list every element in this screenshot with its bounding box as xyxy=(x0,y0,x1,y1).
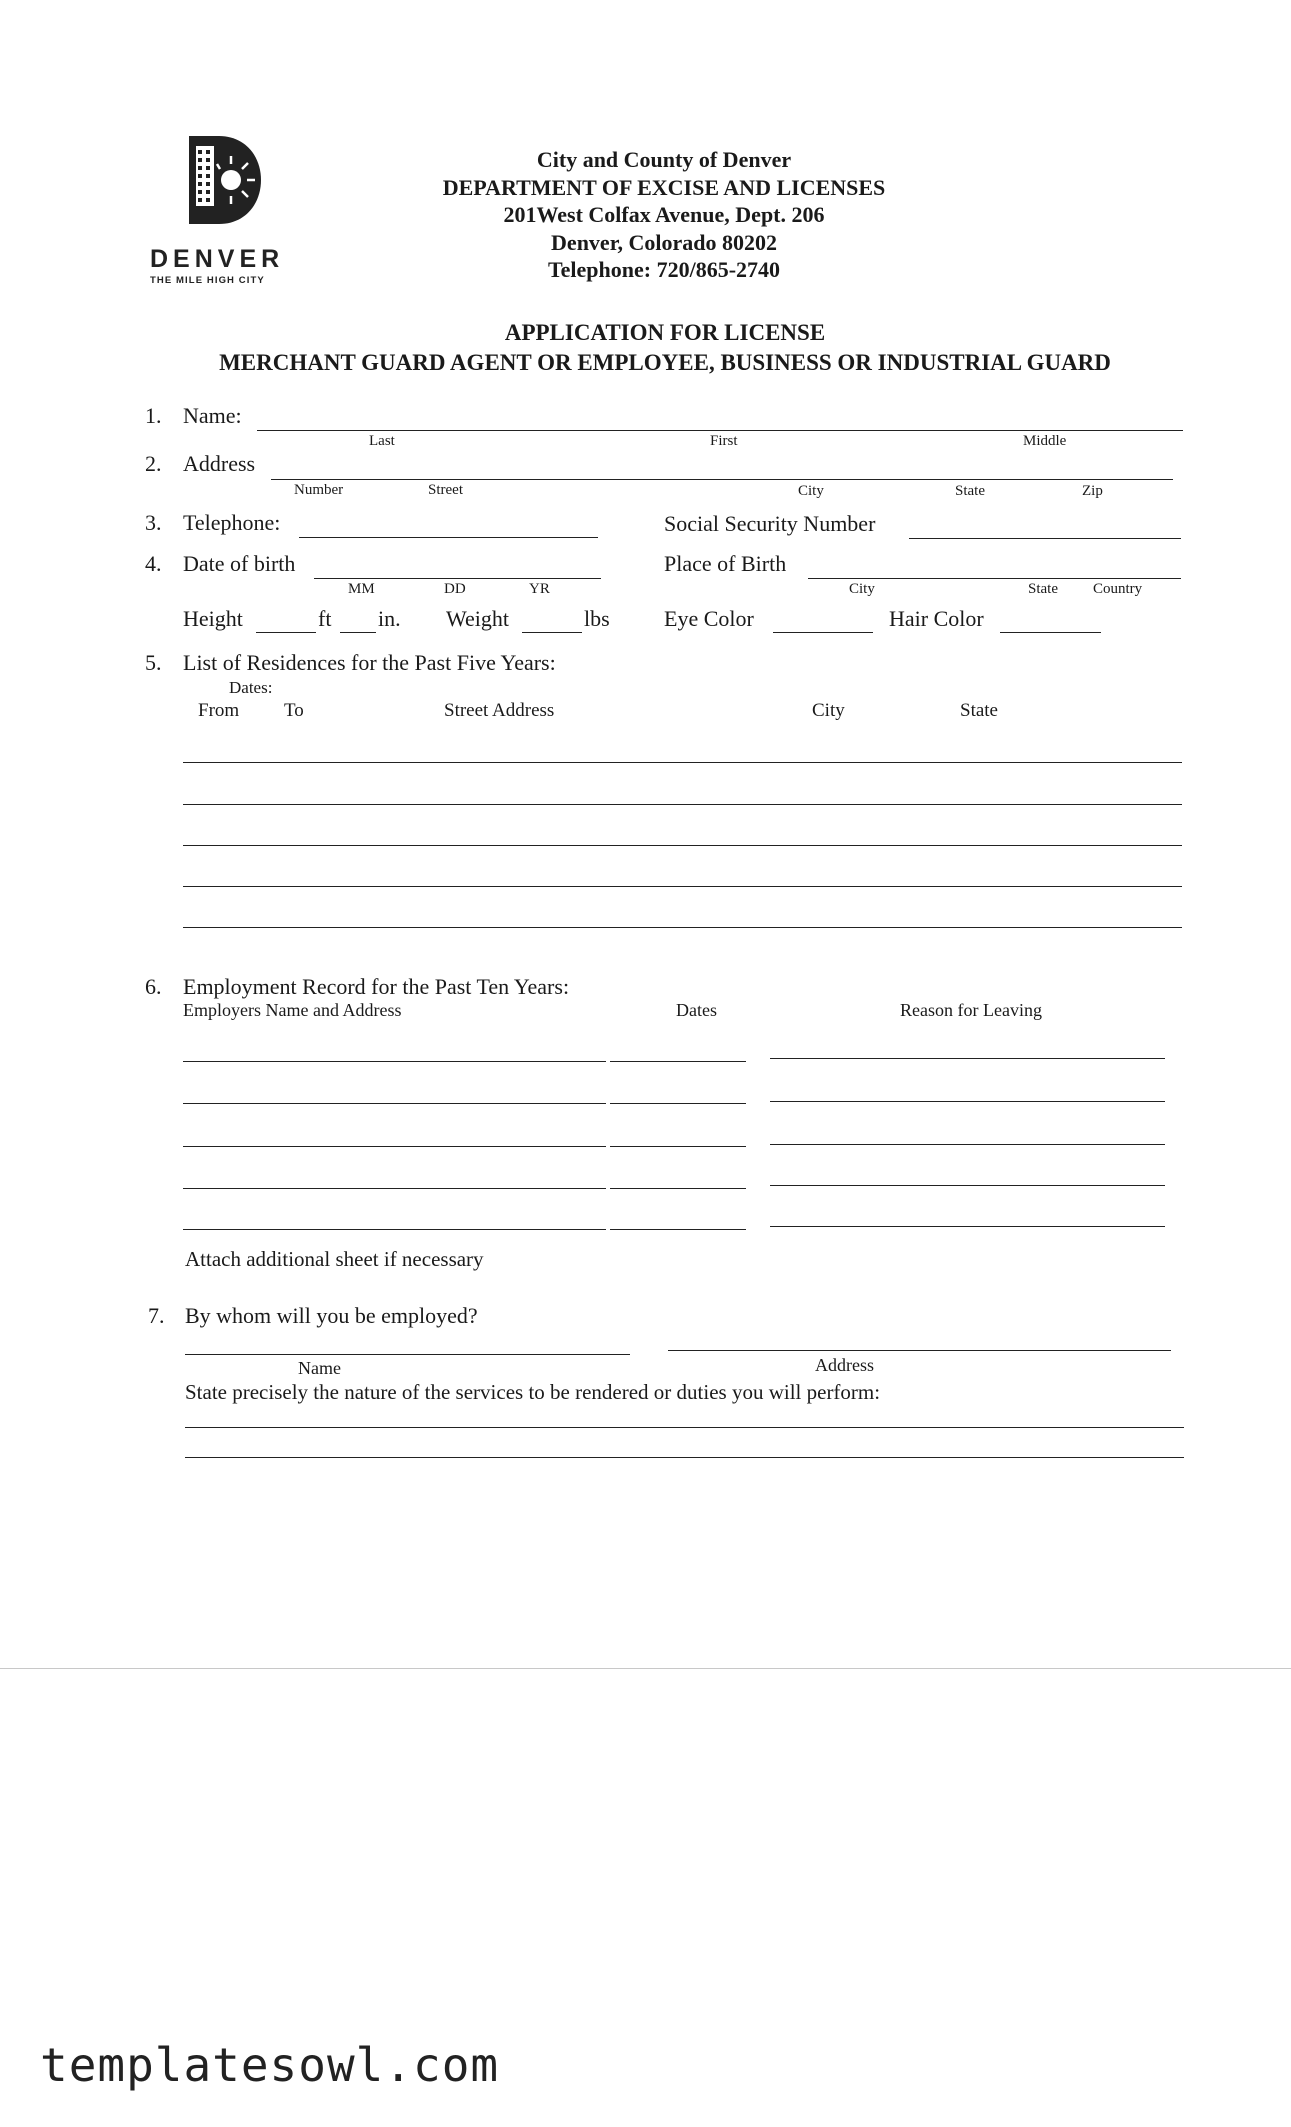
address-sub-zip: Zip xyxy=(1082,483,1103,499)
services-line[interactable] xyxy=(185,1457,1184,1458)
employer-line[interactable] xyxy=(183,1061,606,1062)
logo-wordmark: DENVER xyxy=(150,245,285,273)
q4-label: Date of birth xyxy=(183,551,296,576)
header-line-4: Denver, Colorado 80202 xyxy=(551,229,777,255)
address-field[interactable] xyxy=(271,479,1173,480)
header-line-3: 201West Colfax Avenue, Dept. 206 xyxy=(503,202,825,227)
employment-dates-line[interactable] xyxy=(610,1229,746,1230)
employer-line[interactable] xyxy=(183,1188,606,1189)
name-sub-middle: Middle xyxy=(1023,433,1067,449)
height-ft-field[interactable] xyxy=(256,632,316,633)
employer-sub-address: Address xyxy=(815,1355,874,1375)
name-sub-last: Last xyxy=(369,433,395,449)
logo-tagline: THE MILE HIGH CITY xyxy=(150,275,265,286)
q3-label: Telephone: xyxy=(183,510,281,535)
employer-line[interactable] xyxy=(183,1146,606,1147)
residence-line[interactable] xyxy=(183,886,1182,887)
telephone-field[interactable] xyxy=(299,537,598,538)
employer-name-field[interactable] xyxy=(185,1354,630,1355)
q5-label: List of Residences for the Past Five Years: xyxy=(183,650,556,675)
leaving-reason-line[interactable] xyxy=(770,1144,1165,1145)
header-line-1: City and County of Denver xyxy=(536,147,792,172)
q6-label: Employment Record for the Past Ten Years: xyxy=(183,974,570,999)
leaving-reason-line[interactable] xyxy=(770,1185,1165,1186)
residences-col-from: From xyxy=(198,700,240,721)
header-line-2: DEPARTMENT OF EXCISE AND LICENSES xyxy=(442,174,886,200)
residence-line[interactable] xyxy=(183,845,1182,846)
residences-col-city: City xyxy=(812,700,845,721)
residences-col-to: To xyxy=(284,700,304,721)
q6-number: 6. xyxy=(145,974,162,999)
weight-label: Weight xyxy=(446,606,509,631)
employment-dates-line[interactable] xyxy=(610,1146,746,1147)
q4-number: 4. xyxy=(145,551,162,576)
residences-dates-label: Dates: xyxy=(229,678,273,697)
employer-line[interactable] xyxy=(183,1229,606,1230)
residences-col-state: State xyxy=(960,700,998,721)
leaving-reason-line[interactable] xyxy=(770,1226,1165,1227)
address-sub-state: State xyxy=(955,483,985,499)
pob-sub-state: State xyxy=(1028,581,1058,597)
height-in-unit: in. xyxy=(378,606,401,631)
q1-number: 1. xyxy=(145,403,162,428)
hair-color-field[interactable] xyxy=(1000,632,1101,633)
employment-col-reason: Reason for Leaving xyxy=(900,1000,1042,1020)
services-line[interactable] xyxy=(185,1427,1184,1428)
residence-line[interactable] xyxy=(183,927,1182,928)
title-line-2: MERCHANT GUARD AGENT OR EMPLOYEE, BUSINESS OR INDUSTRIAL GUARD xyxy=(219,350,1111,375)
employer-line[interactable] xyxy=(183,1103,606,1104)
q2-label: Address xyxy=(183,451,256,476)
hair-color-label: Hair Color xyxy=(889,606,984,631)
ssn-field[interactable] xyxy=(909,538,1181,539)
employer-sub-name: Name xyxy=(298,1358,341,1378)
address-sub-city: City xyxy=(798,483,824,499)
employment-dates-line[interactable] xyxy=(610,1188,746,1189)
employment-col-employer: Employers Name and Address xyxy=(183,1000,402,1020)
q3-number: 3. xyxy=(145,510,162,535)
dob-sub-dd: DD xyxy=(444,581,466,597)
employer-address-field[interactable] xyxy=(668,1350,1171,1351)
address-sub-street: Street xyxy=(428,482,463,498)
dob-sub-mm: MM xyxy=(348,581,375,597)
eye-color-label: Eye Color xyxy=(664,606,754,631)
employment-col-dates: Dates xyxy=(676,1000,717,1020)
leaving-reason-line[interactable] xyxy=(770,1058,1165,1059)
dob-sub-yr: YR xyxy=(529,581,550,597)
q5-number: 5. xyxy=(145,650,162,675)
eye-color-field[interactable] xyxy=(773,632,873,633)
watermark-text: templatesowl.com xyxy=(40,2038,500,2092)
pob-field[interactable] xyxy=(808,578,1181,579)
attach-note: Attach additional sheet if necessary xyxy=(185,1247,484,1271)
q7-label: By whom will you be employed? xyxy=(185,1303,478,1328)
weight-unit: lbs xyxy=(584,606,610,631)
residences-col-street: Street Address xyxy=(444,700,555,721)
dob-field[interactable] xyxy=(314,578,601,579)
height-label: Height xyxy=(183,606,243,631)
employment-dates-line[interactable] xyxy=(610,1103,746,1104)
pob-sub-country: Country xyxy=(1093,581,1143,597)
name-sub-first: First xyxy=(710,433,738,449)
page-divider xyxy=(0,1668,1291,1669)
q7-number: 7. xyxy=(148,1303,165,1328)
pob-sub-city: City xyxy=(849,581,875,597)
pob-label: Place of Birth xyxy=(664,551,787,576)
services-label: State precisely the nature of the services to be rendered or duties you will perform: xyxy=(185,1380,881,1404)
leaving-reason-line[interactable] xyxy=(770,1101,1165,1102)
q2-number: 2. xyxy=(145,451,162,476)
name-field[interactable] xyxy=(257,430,1183,431)
residence-line[interactable] xyxy=(183,762,1182,763)
weight-field[interactable] xyxy=(522,632,582,633)
height-ft-unit: ft xyxy=(318,606,332,631)
form-title xyxy=(130,318,1200,378)
address-sub-number: Number xyxy=(294,482,344,498)
employment-dates-line[interactable] xyxy=(610,1061,746,1062)
residence-line[interactable] xyxy=(183,804,1182,805)
denver-logo-icon xyxy=(185,134,265,226)
height-in-field[interactable] xyxy=(340,632,376,633)
title-line-1: APPLICATION FOR LICENSE xyxy=(504,320,826,345)
header-line-5: Telephone: 720/865-2740 xyxy=(547,257,781,282)
department-header xyxy=(364,146,964,284)
q1-label: Name: xyxy=(183,403,242,428)
ssn-label: Social Security Number xyxy=(664,511,876,536)
